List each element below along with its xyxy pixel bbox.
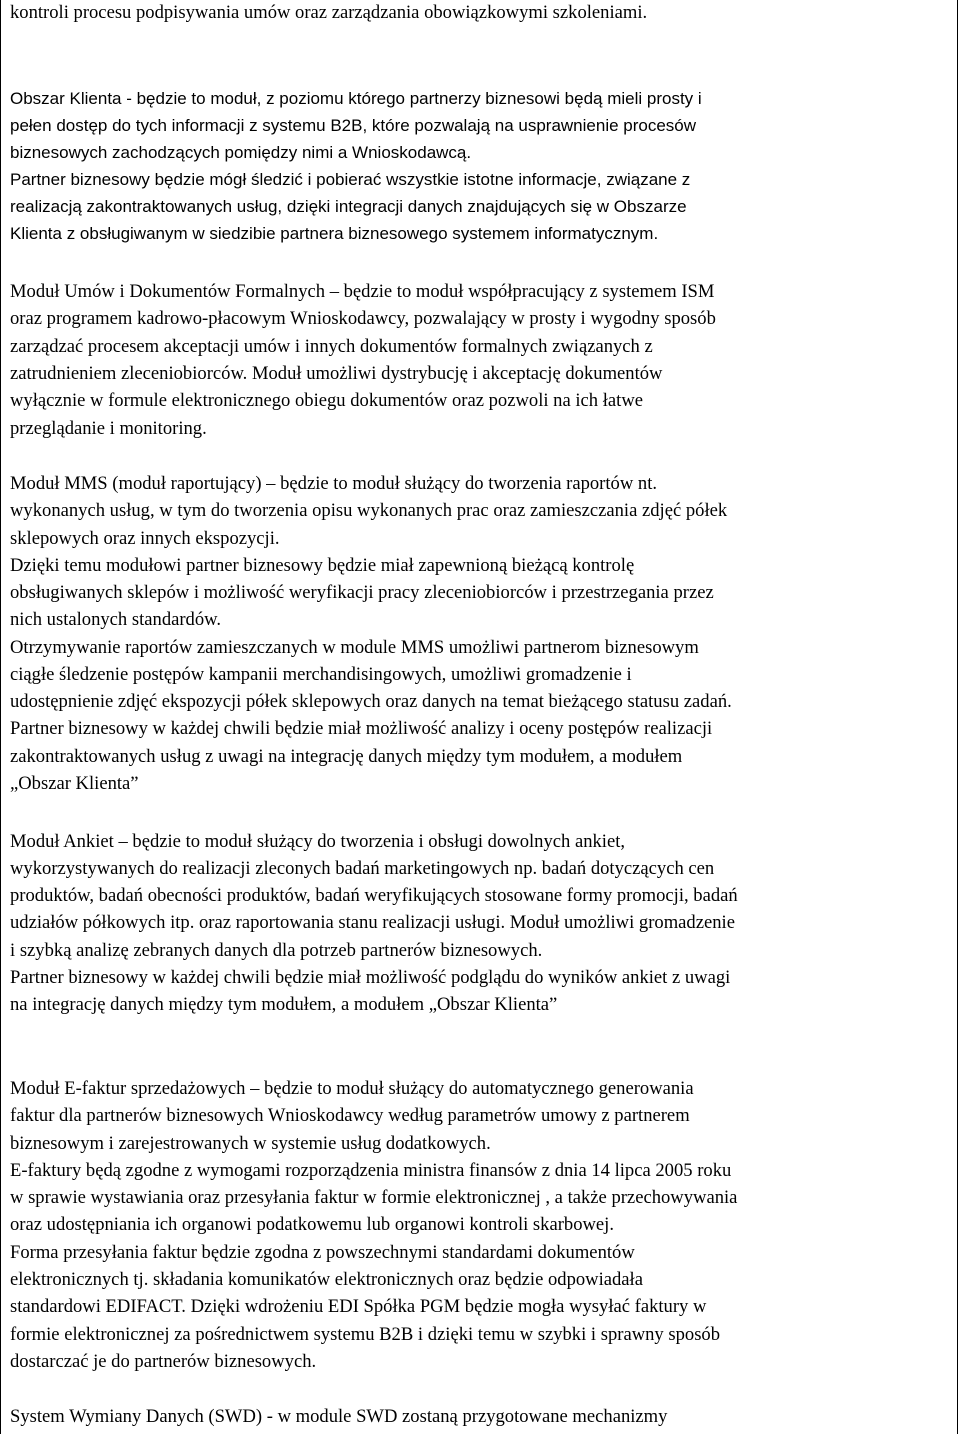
text-line: obsługiwanych sklepów i możliwość weryfikacji pracy zleceniobiorców i przestrzegania przez	[10, 582, 714, 603]
text-line: pełen dostęp do tych informacji z systemu B2B, które pozwalają na usprawnienie procesów	[10, 116, 697, 135]
text-line: System Wymiany Danych (SWD) - w module SWD zostaną przygotowane mechanizmy	[10, 1406, 668, 1427]
text-line: Obszar Klienta - będzie to moduł, z poziomu którego partnerzy biznesowi będą mieli prosty i	[10, 89, 702, 108]
text-line: Partner biznesowy będzie mógł śledzić i pobierać wszystkie istotne informacje, związane z	[10, 170, 691, 189]
text-line: formie elektronicznej za pośrednictwem systemu B2B i dzięki temu w szybki i sprawny sposób	[10, 1324, 721, 1345]
text-line: Moduł E-faktur sprzedażowych – będzie to moduł służący do automatycznego generowania	[10, 1078, 694, 1099]
text-line: Otrzymywanie raportów zamieszczanych w module MMS umożliwi partnerom biznesowym	[10, 637, 699, 658]
text-line: na integrację danych między tym modułem, a modułem „Obszar Klienta”	[10, 994, 558, 1015]
text-line: Dzięki temu modułowi partner biznesowy będzie miał zapewnioną bieżącą kontrolę	[10, 555, 635, 576]
text-line: udziałów półkowych itp. oraz raportowania stanu realizacji usługi. Moduł umożliwi gromadzenie	[10, 912, 735, 933]
text-line: oraz programem kadrowo-płacowym Wnioskodawcy, pozwalający w prosty i wygodny sposób	[10, 308, 716, 329]
text-line: Moduł Ankiet – będzie to moduł służący do tworzenia i obsługi dowolnych ankiet,	[10, 831, 626, 852]
text-line: nich ustalonych standardów.	[10, 609, 222, 630]
text-line: Moduł MMS (moduł raportujący) – będzie to moduł służący do tworzenia raportów nt.	[10, 473, 658, 494]
text-line: faktur dla partnerów biznesowych Wnioskodawcy według parametrów umowy z partnerem	[10, 1105, 690, 1126]
text-line: oraz udostępniania ich organowi podatkowemu lub organowi kontroli skarbowej.	[10, 1214, 614, 1235]
text-line: biznesowym i zarejestrowanych w systemie usług dodatkowych.	[10, 1133, 491, 1154]
text-line: wykorzystywanych do realizacji zleconych badań marketingowych np. badań dotyczących cen	[10, 858, 715, 879]
text-line: wykonanych usług, w tym do tworzenia opisu wykonanych prac oraz zamieszczania zdjęć półek	[10, 500, 728, 521]
text-line: „Obszar Klienta”	[10, 773, 139, 794]
text-line: przeglądanie i monitoring.	[10, 418, 207, 439]
text-line: standardowi EDIFACT. Dzięki wdrożeniu EDI Spółka PGM będzie mogła wysyłać faktury w	[10, 1296, 707, 1317]
text-line: dostarczać je do partnerów biznesowych.	[10, 1351, 317, 1372]
text-line: elektronicznych tj. składania komunikatów elektronicznych oraz będzie odpowiadała	[10, 1269, 643, 1290]
text-line: Moduł Umów i Dokumentów Formalnych – będzie to moduł współpracujący z systemem ISM	[10, 281, 715, 302]
text-line: Partner biznesowy w każdej chwili będzie miał możliwość analizy i oceny postępów realizacji	[10, 718, 713, 739]
text-line: wyłącznie w formule elektronicznego obiegu dokumentów oraz pozwoli na ich łatwe	[10, 390, 643, 411]
text-line: E-faktury będą zgodne z wymogami rozporządzenia ministra finansów z dnia 14 lipca 2005 roku	[10, 1160, 732, 1181]
text-line: biznesowych zachodzących pomiędzy nimi a Wnioskodawcą.	[10, 143, 472, 162]
text-line: zatrudnieniem zleceniobiorców. Moduł umożliwi dystrybucję i akceptację dokumentów	[10, 363, 663, 384]
text-line: Klienta z obsługiwanym w siedzibie partnera biznesowego systemem informatycznym.	[10, 224, 659, 243]
text-line: produktów, badań obecności produktów, badań weryfikujących stosowane formy promocji, badań	[10, 885, 738, 906]
text-line: realizacją zakontraktowanych usług, dzięki integracji danych znajdujących się w Obszarze	[10, 197, 687, 216]
text-line: zakontraktowanych usług z uwagi na integrację danych między tym modułem, a modułem	[10, 746, 683, 767]
text-line: i szybką analizę zebranych danych dla potrzeb partnerów biznesowych.	[10, 940, 543, 961]
text-line: sklepowych oraz innych ekspozycji.	[10, 528, 280, 549]
text-line: w sprawie wystawiania oraz przesyłania faktur w formie elektronicznej , a także przechowywania	[10, 1187, 738, 1208]
text-line: ciągłe śledzenie postępów kampanii merchandisingowych, umożliwi gromadzenie i	[10, 664, 632, 685]
text-line: udostępnienie zdjęć ekspozycji półek sklepowych oraz danych na temat bieżącego statusu zadań.	[10, 691, 732, 712]
text-line: Forma przesyłania faktur będzie zgodna z powszechnymi standardami dokumentów	[10, 1242, 635, 1263]
text-line: zarządzać procesem akceptacji umów i innych dokumentów formalnych związanych z	[10, 336, 653, 357]
text-line: kontroli procesu podpisywania umów oraz zarządzania obowiązkowymi szkoleniami.	[10, 2, 648, 23]
text-line: Partner biznesowy w każdej chwili będzie miał możliwość podglądu do wyników ankiet z uwagi	[10, 967, 731, 988]
